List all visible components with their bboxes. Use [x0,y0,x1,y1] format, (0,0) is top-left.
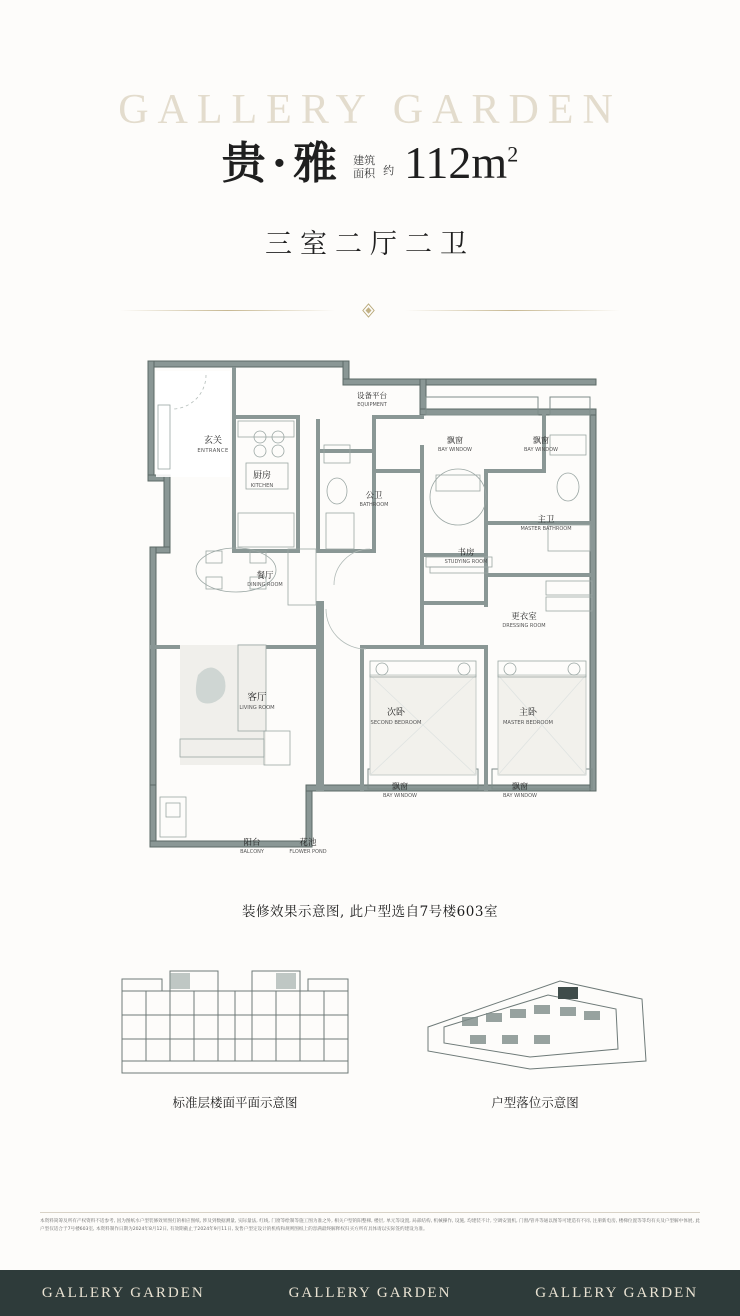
site-position-caption: 户型落位示意图 [491,1095,579,1110]
mini-diagrams [0,965,740,1145]
svg-text:餐厅: 餐厅 [256,571,274,581]
room-label [524,435,558,453]
floor-plan [120,345,620,890]
svg-text:飘窗: 飘窗 [512,782,528,791]
room-label [438,435,472,453]
svg-text:玄关: 玄关 [203,436,223,446]
room-label [251,469,274,489]
room-label [502,611,545,629]
svg-text:更衣室: 更衣室 [511,612,537,622]
svg-text:飘窗: 飘窗 [533,436,549,445]
disclaimer-rule [40,1212,700,1213]
svg-text:STUDYING ROOM: STUDYING ROOM [444,559,488,565]
footer-bar [0,1270,740,1316]
svg-text:FLOWER POND: FLOWER POND [289,849,327,855]
area-label [353,154,375,180]
room-label [357,390,388,408]
svg-text:BAY WINDOW: BAY WINDOW [383,793,417,799]
svg-text:公卫: 公卫 [365,491,383,501]
footer-brand-3: GALLERY GARDEN [493,1285,740,1302]
highlighted-unit [558,987,578,999]
divider-line-left [120,310,335,311]
svg-text:BALCONY: BALCONY [240,849,264,855]
svg-text:BAY WINDOW: BAY WINDOW [524,447,558,453]
svg-text:花池: 花池 [299,838,317,848]
area-unit: m [471,137,508,188]
standard-floor-caption: 标准层楼面平面示意图 [172,1095,298,1110]
svg-text:EQUIPMENT: EQUIPMENT [357,402,387,408]
svg-text:客厅: 客厅 [247,692,267,703]
svg-text:MASTER BATHROOM: MASTER BATHROOM [520,526,572,532]
standard-floor-diagram [110,965,360,1085]
svg-text:飘窗: 飘窗 [392,782,408,791]
ornament-divider [120,300,620,320]
svg-text:厨房: 厨房 [252,471,272,481]
svg-text:BAY WINDOW: BAY WINDOW [438,447,472,453]
footer-brand-1: GALLERY GARDEN [41,1284,205,1301]
disclaimer-text: 本资料简筹及所有产权资料不适参考, 因为图纸水户型装修效果图打的相应图纸, 涉及到数据测量, 实际量法, 红线, 门窗等绘制等施工图为准之外, 相关户型的阳整梯, 楼层, 单元等设置, 局部结构, 机械操作, 设施, 均建装不计, 空调安置机, 门窗/管井等通以图等可建造有不同, 注册新电房, 楼梯位置等等均有关及户型解中体展, 此户型仅适合于7号楼603室, 本资料制作日期为2024年8月12日, 有效期截止于2024年9月11日, 发售户型定设计的机构和规则图纸上的容满最终解释权归买方所有具体请以实际签约建设为准。 [40,1219,700,1232]
svg-text:BAY WINDOW: BAY WINDOW [503,793,537,799]
svg-text:ENTRANCE: ENTRANCE [197,448,229,454]
svg-text:设备平台: 设备平台 [357,391,387,400]
svg-text:DRESSING ROOM: DRESSING ROOM [502,623,546,629]
area-label-line1: 建筑 [353,154,376,167]
room-label [360,491,389,508]
svg-text:主卫: 主卫 [537,515,555,525]
svg-text:LIVING ROOM: LIVING ROOM [239,705,275,711]
brand-wordmark: GALLERY GARDEN [118,87,622,133]
svg-text:DINING ROOM: DINING ROOM [247,582,283,588]
area-number: 112 [404,137,472,188]
svg-text:BATHROOM: BATHROOM [359,502,389,508]
area-label-line2: 面积 [353,167,376,180]
plan-caption: 装修效果示意图, 此户型选自7号楼603室 [242,904,498,920]
page-title: 贵·雅 [221,138,344,189]
svg-text:主卧: 主卧 [518,708,538,718]
title-row [0,137,740,189]
svg-text:飘窗: 飘窗 [447,436,463,445]
svg-text:次卧: 次卧 [386,708,406,718]
svg-text:阳台: 阳台 [243,838,261,848]
svg-text:SECOND BEDROOM: SECOND BEDROOM [370,720,422,726]
footer-brand-2: GALLERY GARDEN [247,1285,494,1302]
svg-text:书房: 书房 [457,548,475,558]
area-value [404,137,519,188]
svg-text:KITCHEN: KITCHEN [250,483,274,489]
room-label [247,570,282,588]
divider-line-right [405,310,620,311]
area-approx: 约 [383,164,395,177]
area-unit-exponent: 2 [507,141,519,167]
site-position-diagram [410,965,660,1085]
svg-text:MASTER BEDROOM: MASTER BEDROOM [502,720,554,726]
diamond-icon [361,303,376,318]
page-subtitle: 三室二厅二卫 [265,229,475,260]
floor-plan-svg [120,345,620,890]
